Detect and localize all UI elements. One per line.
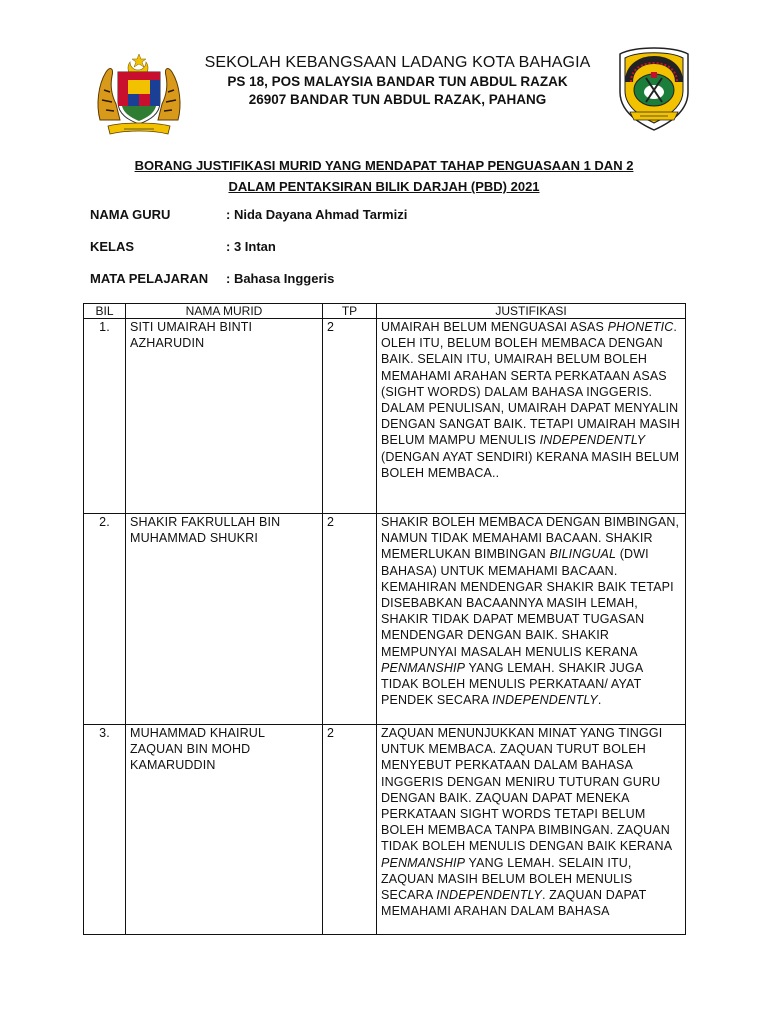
school-header bbox=[185, 53, 610, 109]
subject-value: : Bahasa Inggeris bbox=[226, 271, 335, 286]
row-tp: 2 bbox=[323, 319, 377, 514]
row-tp: 2 bbox=[323, 514, 377, 725]
justification-text: YANG LEMAH. SELAIN ITU, ZAQUAN MASIH BELUM BOLEH MENULIS SECARA bbox=[381, 855, 633, 903]
row-justifikasi bbox=[377, 319, 686, 514]
justification-text: (DWI BAHASA) UNTUK MEMAHAMI BACAAN. KEMAHIRAN MENDENGAR SHAKIR BAIK TETAPI DISEBABKAN BACAANNYA MASIH LEMAH, SHAKIR TIDAK DAPAT MEMBUAT TUGASAN MENDENGAR DENGAN BAIK. SHAKIR MEMPUNYAI MASALAH MENULIS KERANA bbox=[381, 547, 674, 659]
row-bil: 3. bbox=[84, 725, 126, 935]
header-nama-murid: NAMA MURID bbox=[126, 304, 323, 319]
header-justifikasi: JUSTIFIKASI bbox=[377, 304, 686, 319]
italic-term: INDEPENDENTLY bbox=[492, 693, 598, 708]
school-crest-icon bbox=[614, 44, 694, 134]
row-nama: SHAKIR FAKRULLAH BIN MUHAMMAD SHUKRI bbox=[126, 514, 323, 725]
justification-text: . ZAQUAN DAPAT MEMAHAMI ARAHAN DALAM BAHASA bbox=[381, 888, 647, 919]
italic-term: INDEPENDENTLY bbox=[436, 888, 542, 903]
italic-term: PENMANSHIP bbox=[381, 660, 466, 675]
teacher-row bbox=[90, 207, 407, 222]
table-row bbox=[84, 514, 686, 725]
row-justifikasi bbox=[377, 725, 686, 935]
justification-table bbox=[83, 303, 686, 935]
italic-term: PHONETIC bbox=[607, 320, 674, 334]
class-label: KELAS bbox=[90, 239, 135, 254]
address-line-2: 26907 BANDAR TUN ABDUL RAZAK, PAHANG bbox=[248, 92, 547, 107]
justification-text: . bbox=[597, 693, 602, 708]
subject-row bbox=[90, 271, 334, 286]
row-nama: SITI UMAIRAH BINTI AZHARUDIN bbox=[126, 319, 323, 514]
justification-text: ZAQUAN MENUNJUKKAN MINAT YANG TINGGI UNTUK MEMBACA. ZAQUAN TURUT BOLEH MENYEBUT PERKATAAN DALAM BAHASA INGGERIS DENGAN MENIRU TUTURAN GURU DENGAN BAIK. ZAQUAN DAPAT MENEKA PERKATAAN SIGHT WORDS TETAPI BELUM BOLEH MEMBACA TANPA BIMBINGAN. ZAQUAN TIDAK BOLEH MENULIS DENGAN BAIK KERANA bbox=[381, 726, 672, 854]
row-justifikasi bbox=[377, 514, 686, 725]
row-tp: 2 bbox=[323, 725, 377, 935]
class-row bbox=[90, 239, 276, 254]
table-row bbox=[84, 725, 686, 935]
justification-text: YANG LEMAH. SHAKIR JUGA TIDAK BOLEH MENULIS PERKATAAN/ AYAT PENDEK SECARA bbox=[381, 660, 643, 708]
table-row bbox=[84, 319, 686, 514]
row-bil: 2. bbox=[84, 514, 126, 725]
justification-text: SHAKIR BOLEH MEMBACA DENGAN BIMBINGAN, NAMUN TIDAK MEMAHAMI BACAAN. SHAKIR MEMERLUKAN BIMBINGAN bbox=[381, 515, 680, 562]
italic-term: PENMANSHIP bbox=[381, 855, 466, 870]
school-name: SEKOLAH KEBANGSAAN LADANG KOTA BAHAGIA bbox=[204, 54, 591, 71]
form-title-line-2: DALAM PENTAKSIRAN BILIK DARJAH (PBD) 2021 bbox=[228, 179, 540, 194]
form-title-line-1: BORANG JUSTIFIKASI MURID YANG MENDAPAT TAHAP PENGUASAAN 1 DAN 2 bbox=[134, 158, 634, 173]
class-value: : 3 Intan bbox=[226, 239, 276, 254]
justification-text: UMAIRAH BELUM MENGUASAI ASAS bbox=[381, 320, 608, 334]
teacher-label: NAMA GURU bbox=[90, 207, 171, 222]
malaysia-coat-of-arms-icon bbox=[94, 50, 184, 138]
justification-text: (DENGAN AYAT SENDIRI) KERANA MASIH BELUM BOLEH MEMBACA.. bbox=[381, 449, 680, 480]
justification-text: . OLEH ITU, BELUM BOLEH MEMBACA DENGAN BAIK. SELAIN ITU, UMAIRAH BELUM BOLEH MEMAHAMI ARAHAN SERTA PERKATAAN ASAS (SIGHT WORDS) DALAM BAHASA INGGERIS. DALAM PENULISAN, UMAIRAH DAPAT MENYALIN DENGAN SANGAT BAIK. TETAPI UMAIRAH MASIH BELUM MAMPU MENULIS bbox=[381, 320, 680, 448]
table-header-row bbox=[84, 304, 686, 319]
italic-term: BILINGUAL bbox=[549, 547, 617, 562]
italic-term: INDEPENDENTLY bbox=[539, 433, 646, 448]
address-line-1: PS 18, POS MALAYSIA BANDAR TUN ABDUL RAZAK bbox=[227, 74, 568, 89]
teacher-value: : Nida Dayana Ahmad Tarmizi bbox=[226, 207, 408, 222]
subject-label: MATA PELAJARAN bbox=[90, 271, 209, 286]
row-bil: 1. bbox=[84, 319, 126, 514]
form-title bbox=[80, 155, 688, 197]
row-nama: MUHAMMAD KHAIRUL ZAQUAN BIN MOHD KAMARUDDIN bbox=[126, 725, 323, 935]
header-tp: TP bbox=[323, 304, 377, 319]
header-bil: BIL bbox=[84, 304, 126, 319]
